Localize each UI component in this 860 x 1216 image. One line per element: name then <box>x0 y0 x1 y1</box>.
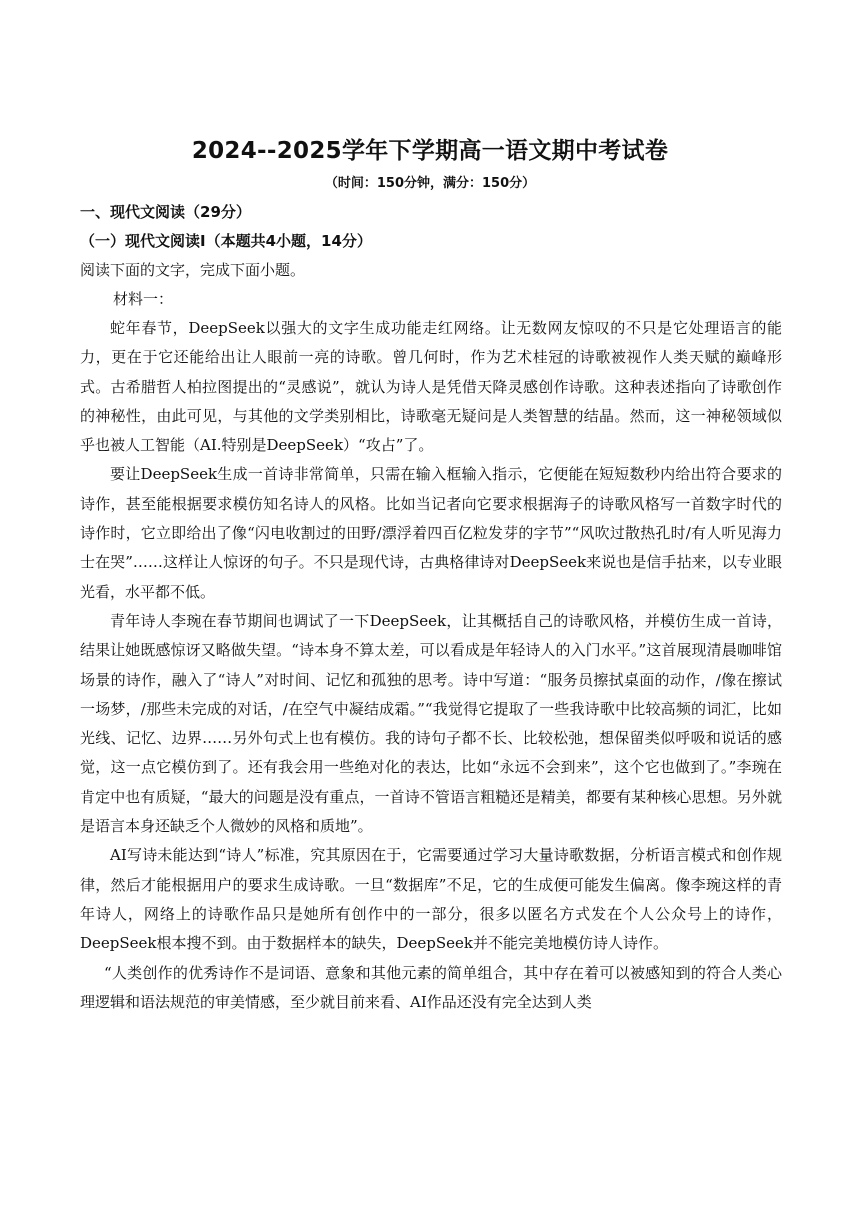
paragraph: 蛇年春节，DeepSeek以强大的文字生成功能走红网络。让无数网友惊叹的不只是它处理语言的能力，更在于它还能给出让人眼前一亮的诗歌。曾几何时，作为艺术桂冠的诗歌被视作人类天赋的巅峰形式。古希腊哲人柏拉图提出的“灵感说”，就认为诗人是凭借天降灵感创作诗歌。这种表述指向了诗歌创作的神秘性，由此可见，与其他的文学类别相比，诗歌毫无疑问是人类智慧的结晶。然而，这一神秘领域似乎也被人工智能（AI.特别是DeepSeek）“攻占”了。 <box>80 319 782 455</box>
section-heading: 一、现代文阅读（29分） <box>80 203 251 221</box>
exam-title: 2024--2025学年下学期高一语文期中考试卷 <box>191 138 669 164</box>
paragraph: 要让DeepSeek生成一首诗非常简单，只需在输入框输入指示，它便能在短短数秒内给出符合要求的诗作，甚至能根据要求模仿知名诗人的风格。比如当记者向它要求根据海子的诗歌风格写一首数字时代的诗作时，它立即给出了像“闪电收割过的田野/漂浮着四百亿粒发芽的字节”“风吹过散热孔时/有人听见海力士在哭”……这样让人惊讶的句子。不只是现代诗，古典格律诗对DeepSeek来说也是信手拈来，以专业眼光看，水平都不低。 <box>80 465 782 601</box>
paragraph: AI写诗未能达到“诗人”标准，究其原因在于，它需要通过学习大量诗歌数据，分析语言模式和创作规律，然后才能根据用户的要求生成诗歌。一旦“数据库”不足，它的生成便可能发生偏离。像李琬这样的青年诗人，网络上的诗歌作品只是她所有创作中的一部分，很多以匿名方式发在个人公众号上的诗作，DeepSeek根本搜不到。由于数据样本的缺失，DeepSeek并不能完美地模仿诗人诗作。 <box>80 846 782 953</box>
paragraph: “人类创作的优秀诗作不是词语、意象和其他元素的简单组合，其中存在着可以被感知到的符合人类心理逻辑和语法规范的审美情感，至少就目前来看、AI作品还没有完全达到人类 <box>80 963 782 1011</box>
subsection-heading: （一）现代文阅读Ⅰ（本题共4小题，14分） <box>80 232 372 250</box>
paragraph: 青年诗人李琬在春节期间也调试了一下DeepSeek，让其概括自己的诗歌风格，并模仿生成一首诗，结果让她既感惊讶又略做失望。“诗本身不算太差，可以看成是年轻诗人的入门水平。”这首展现清晨咖啡馆场景的诗作，融入了“诗人”对时间、记忆和孤独的思考。诗中写道：“服务员擦拭桌面的动作，/像在擦试一场梦，/那些未完成的对话，/在空气中凝结成霜。”“我觉得它提取了一些我诗歌中比较高频的词汇，比如光线、记忆、边界……另外句式上也有模仿。我的诗句子都不长、比较松弛，想保留类似呼吸和说话的感觉，这一点它模仿到了。还有我会用一些绝对化的表达，比如“永远不会到来”，这个它也做到了。”李琬在肯定中也有质疑，“最大的问题是没有重点，一首诗不管语言粗糙还是精美，都要有某种核心思想。另外就是语言本身还缺乏个人微妙的风格和质地”。 <box>80 611 782 836</box>
exam-subtitle: （时间：150分钟，满分：150分） <box>324 176 536 191</box>
material-label: 材料一： <box>113 290 174 308</box>
passage-body <box>80 314 782 1017</box>
reading-instruction: 阅读下面的文字，完成下面小题。 <box>80 261 306 279</box>
